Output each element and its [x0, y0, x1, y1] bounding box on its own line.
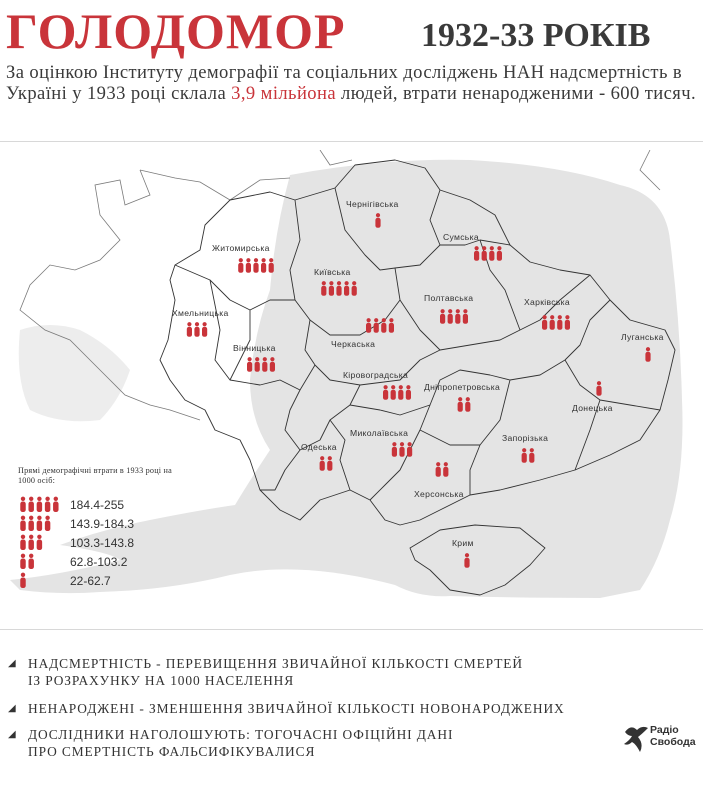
legend-range: 22-62.7: [70, 574, 111, 588]
person-figure-head: [37, 535, 41, 539]
person-figure-body: [336, 286, 341, 296]
person-figure-head: [550, 315, 554, 319]
label-kirovohrad: Кіровоградська: [343, 370, 409, 380]
label-dnipropetrovsk: Дніпропетровська: [424, 382, 501, 392]
person-figure-head: [21, 573, 25, 577]
person-figure-head: [255, 357, 259, 361]
person-figure-head: [400, 442, 404, 446]
figures-donetsk: [596, 381, 601, 396]
label-luhansk: Луганська: [621, 332, 664, 342]
label-cherkasy: Черкаська: [331, 339, 376, 349]
person-figure-body: [20, 540, 25, 551]
intro-highlight: 3,9 мільйона: [231, 83, 336, 104]
legend-figures: [18, 515, 68, 533]
label-kherson: Херсонська: [414, 489, 464, 499]
person-figure-body: [28, 540, 33, 551]
person-figure-body: [391, 390, 396, 400]
figures-zhytomyr: [238, 258, 274, 273]
person-figure-head: [21, 554, 25, 558]
person-figure-head: [497, 246, 501, 250]
legend-range: 62.8-103.2: [70, 555, 128, 569]
person-figure-head: [45, 497, 49, 501]
person-figure-body: [407, 447, 412, 457]
person-figure-head: [597, 381, 601, 385]
person-figure-head: [463, 309, 467, 313]
person-figure-body: [20, 578, 25, 589]
person-figure-body: [465, 402, 470, 412]
person-figure-body: [270, 362, 275, 372]
note-line: ПРО СМЕРТНІСТЬ ФАЛЬСИФІКУВАЛИСЯ: [28, 744, 316, 759]
person-figure-head: [441, 309, 445, 313]
person-figure-head: [239, 258, 243, 262]
person-figure-head: [408, 442, 412, 446]
person-figure-head: [389, 318, 393, 322]
person-figure-body: [436, 467, 441, 477]
person-figure-head: [646, 347, 650, 351]
person-figure-body: [37, 540, 42, 551]
person-figure-body: [398, 390, 403, 400]
title-years: 1932-33 РОКІВ: [421, 17, 651, 54]
person-figure-head: [337, 281, 341, 285]
legend-title: Прямі демографічні втрати в 1933 році на 1000 осіб:: [18, 466, 172, 485]
person-figure-head: [329, 281, 333, 285]
person-figure-body: [366, 323, 371, 333]
person-figure-head: [436, 462, 440, 466]
person-figure-body: [529, 453, 534, 463]
person-figure-body: [497, 251, 502, 261]
person-figure-body: [253, 263, 258, 273]
person-figure-body: [327, 461, 332, 471]
label-chernihiv: Чернігівська: [346, 199, 399, 209]
person-figure-body: [329, 286, 334, 296]
person-figure-body: [45, 502, 50, 512]
person-figure-body: [557, 320, 562, 330]
legend-figures: [18, 553, 68, 571]
person-figure-head: [37, 516, 41, 520]
person-figure-body: [448, 314, 453, 324]
person-figure-body: [194, 327, 199, 337]
person-figure-head: [374, 318, 378, 322]
label-crimea: Крим: [452, 538, 474, 548]
person-figure-body: [542, 320, 547, 330]
figures-crimea: [464, 553, 469, 568]
person-figure-body: [53, 502, 58, 512]
bullet-icon: ◢: [8, 729, 17, 740]
label-odesa: Одеська: [301, 442, 337, 452]
map-background-left: [19, 325, 130, 421]
legend-range: 103.3-143.8: [70, 536, 135, 550]
person-figure-body: [565, 320, 570, 330]
top-divider: [0, 141, 703, 142]
person-figure-body: [645, 352, 650, 362]
person-figure-body: [381, 323, 386, 333]
person-figure-head: [29, 497, 33, 501]
person-figure-body: [20, 559, 25, 570]
person-figure-body: [28, 521, 33, 532]
person-figure-body: [474, 251, 479, 261]
person-figure-body: [482, 251, 487, 261]
legend-figures: [18, 496, 68, 514]
person-figure-body: [20, 521, 25, 532]
person-figure-head: [263, 357, 267, 361]
person-figure-body: [522, 453, 527, 463]
person-figure-body: [443, 467, 448, 477]
bottom-divider: [0, 629, 703, 630]
person-figure-head: [195, 322, 199, 326]
person-figure-body: [321, 286, 326, 296]
label-zaporizhzhia: Запорізька: [502, 433, 549, 443]
person-figure-body: [20, 502, 25, 512]
person-figure-head: [322, 281, 326, 285]
person-figure-head: [543, 315, 547, 319]
page-title: ГОЛОДОМОР: [6, 3, 346, 59]
person-figure-head: [29, 554, 33, 558]
label-vinnytsia: Вінницька: [233, 343, 276, 353]
person-figure-body: [463, 314, 468, 324]
person-figure-body: [238, 263, 243, 273]
person-figure-head: [21, 535, 25, 539]
person-figure-head: [262, 258, 266, 262]
person-figure-head: [345, 281, 349, 285]
person-figure-body: [28, 502, 33, 512]
intro-part2: людей, втрати ненародженими - 600 тисяч.: [336, 83, 697, 104]
label-mykolaiv: Миколаївська: [350, 428, 409, 438]
person-figure-body: [374, 323, 379, 333]
person-figure-head: [475, 246, 479, 250]
person-figure-head: [444, 462, 448, 466]
person-figure-body: [344, 286, 349, 296]
person-figure-head: [320, 456, 324, 460]
figures-chernihiv: [375, 213, 380, 228]
legend-range: 143.9-184.3: [70, 517, 135, 531]
person-figure-body: [247, 362, 252, 372]
note-line: НАДСМЕРТНІСТЬ - ПЕРЕВИЩЕННЯ ЗВИЧАЙНОЇ КІЛЬКОСТІ СМЕРТЕЙ: [28, 656, 523, 671]
person-figure-body: [28, 559, 33, 570]
label-kyiv: Київська: [314, 267, 351, 277]
person-figure-head: [406, 385, 410, 389]
person-figure-body: [464, 558, 469, 568]
person-figure-body: [262, 362, 267, 372]
person-figure-head: [382, 318, 386, 322]
figures-luhansk: [645, 347, 650, 362]
label-donetsk: Донецька: [572, 403, 613, 413]
person-figure-body: [261, 263, 266, 273]
legend-figures: [18, 572, 68, 590]
logo-line2: Свобода: [650, 736, 696, 748]
person-figure-head: [37, 497, 41, 501]
person-figure-body: [375, 218, 380, 228]
person-figure-head: [29, 516, 33, 520]
note-line: ДОСЛІДНИКИ НАГОЛОШУЮТЬ: ТОГОЧАСНІ ОФІЦІЙНІ ДАНІ: [28, 727, 454, 742]
logo-line1: Радіо: [650, 724, 679, 736]
person-figure-body: [440, 314, 445, 324]
person-figure-head: [45, 516, 49, 520]
person-figure-body: [352, 286, 357, 296]
person-figure-body: [255, 362, 260, 372]
person-figure-head: [448, 309, 452, 313]
label-kharkiv: Харківська: [524, 297, 570, 307]
person-figure-head: [21, 516, 25, 520]
person-figure-head: [29, 535, 33, 539]
person-figure-body: [392, 447, 397, 457]
person-figure-body: [550, 320, 555, 330]
legend-range: 184.4-255: [70, 498, 125, 512]
person-figure-head: [367, 318, 371, 322]
person-figure-body: [202, 327, 207, 337]
person-figure-body: [596, 386, 601, 396]
person-figure-head: [490, 246, 494, 250]
person-figure-head: [352, 281, 356, 285]
person-figure-head: [392, 442, 396, 446]
person-figure-head: [270, 357, 274, 361]
bird-icon: [622, 722, 650, 756]
person-figure-head: [187, 322, 191, 326]
person-figure-head: [246, 258, 250, 262]
label-khmelnytskyi: Хмельницька: [172, 308, 229, 318]
person-figure-head: [21, 497, 25, 501]
person-figure-body: [455, 314, 460, 324]
person-figure-body: [489, 251, 494, 261]
person-figure-head: [466, 397, 470, 401]
bullet-icon: ◢: [8, 703, 17, 714]
person-figure-head: [248, 357, 252, 361]
person-figure-head: [384, 385, 388, 389]
radio-svoboda-logo: [622, 718, 698, 778]
person-figure-body: [246, 263, 251, 273]
person-figure-head: [522, 448, 526, 452]
label-zhytomyr: Житомирська: [212, 243, 270, 253]
person-figure-body: [406, 390, 411, 400]
note-line: НЕНАРОДЖЕНІ - ЗМЕНШЕННЯ ЗВИЧАЙНОЇ КІЛЬКОСТІ НОВОНАРОДЖЕНИХ: [28, 701, 565, 716]
person-figure-body: [383, 390, 388, 400]
person-figure-head: [399, 385, 403, 389]
person-figure-body: [45, 521, 50, 532]
person-figure-head: [54, 497, 58, 501]
person-figure-head: [328, 456, 332, 460]
figures-mykolaiv: [392, 442, 412, 457]
person-figure-head: [458, 397, 462, 401]
person-figure-head: [530, 448, 534, 452]
person-figure-body: [37, 502, 42, 512]
person-figure-head: [391, 385, 395, 389]
person-figure-head: [565, 315, 569, 319]
figures-khmelnytskyi: [187, 322, 207, 337]
intro-text: [6, 62, 696, 104]
logo-text: [650, 724, 696, 748]
person-figure-body: [187, 327, 192, 337]
person-figure-head: [558, 315, 562, 319]
person-figure-head: [482, 246, 486, 250]
person-figure-body: [269, 263, 274, 273]
person-figure-head: [465, 553, 469, 557]
person-figure-head: [456, 309, 460, 313]
legend-figures: [18, 534, 68, 552]
person-figure-head: [254, 258, 258, 262]
person-figure-body: [37, 521, 42, 532]
legend: [0, 462, 180, 622]
person-figure-body: [389, 323, 394, 333]
person-figure-head: [269, 258, 273, 262]
bullet-icon: ◢: [8, 658, 17, 669]
person-figure-body: [399, 447, 404, 457]
person-figure-head: [203, 322, 207, 326]
note-line: ІЗ РОЗРАХУНКУ НА 1000 НАСЕЛЕННЯ: [28, 673, 295, 688]
person-figure-body: [458, 402, 463, 412]
person-figure-body: [320, 461, 325, 471]
intro-part1: За оцінкою Інституту демографії та соціальних досліджень НАН надсмертність в Україні у 1933 році склала: [6, 62, 683, 104]
person-figure-head: [376, 213, 380, 217]
label-sumy: Сумська: [443, 232, 479, 242]
label-poltava: Полтавська: [424, 293, 474, 303]
